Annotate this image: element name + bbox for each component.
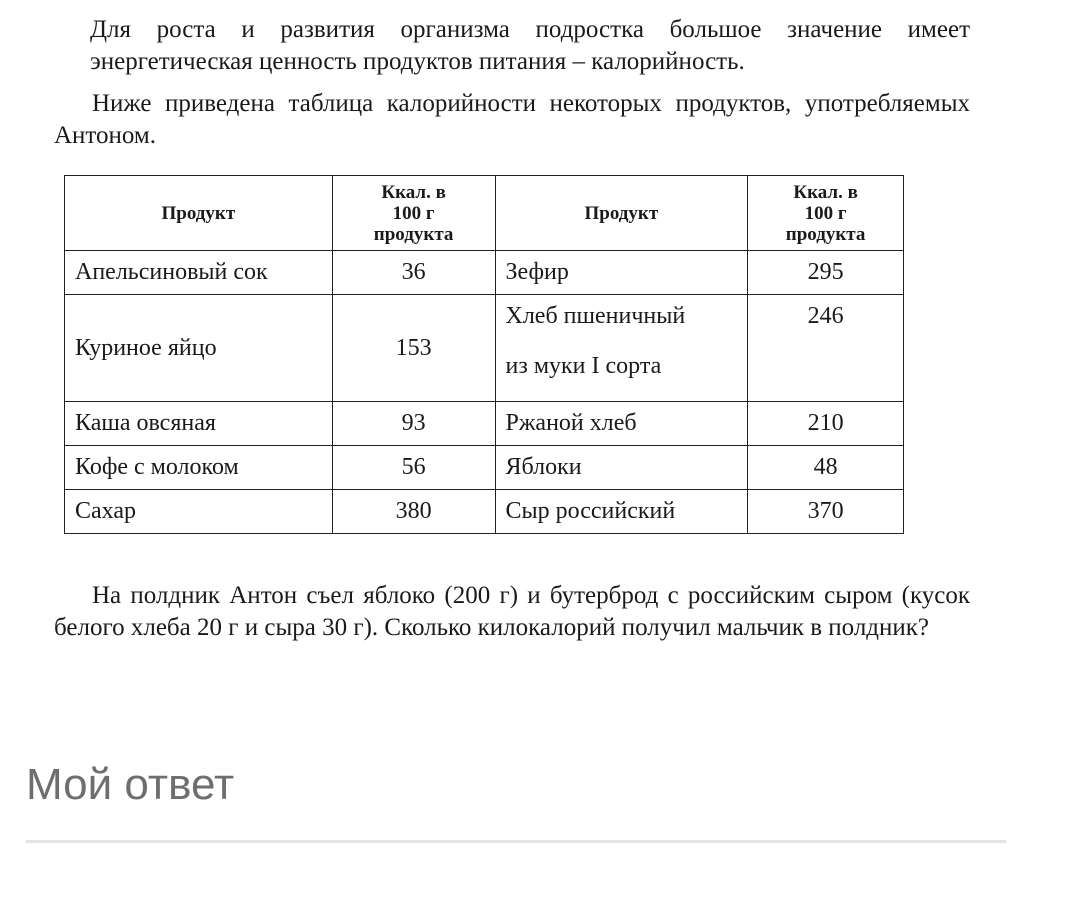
kcal-cell [748, 295, 904, 402]
table-row [65, 490, 904, 534]
header-product-right: Продукт [495, 176, 748, 251]
question-text: На полдник Антон съел яблоко (200 г) и бутерброд с российским сыром (кусок белого хлеба 20 г и сыра 30 г). Сколько килокалорий получил мальчик в полдник? [54, 582, 970, 641]
table-row [65, 295, 904, 402]
intro-paragraph-1: Для роста и развития организма подростка большое значение имеет энергетическая ценность продуктов питания – калорийность. [90, 16, 970, 75]
product-line-2: из муки I сорта [505, 353, 662, 379]
product-line-1: Хлеб пшеничный [505, 303, 686, 329]
product-cell: Сахар [65, 490, 333, 534]
table-row [65, 402, 904, 446]
kcal-cell: 210 [748, 402, 904, 446]
intro-paragraph-2-text: Ниже приведена таблица калорийности некоторых продуктов, употребляемых Антоном. [54, 90, 970, 149]
kcal-cell: 36 [332, 251, 495, 295]
header-kcal-line2: 100 г [392, 202, 435, 224]
kcal-value: 246 [807, 303, 844, 329]
header-kcal-right [748, 176, 904, 251]
kcal-cell: 93 [332, 402, 495, 446]
answer-heading: Мой ответ [26, 760, 235, 809]
header-kcal-left [332, 176, 495, 251]
kcal-cell: 370 [748, 490, 904, 534]
product-cell: Кофе с молоком [65, 446, 333, 490]
header-kcal-line1: Ккал. в [793, 181, 858, 203]
product-cell: Куриное яйцо [65, 295, 333, 402]
table-row [65, 446, 904, 490]
product-cell: Каша овсяная [65, 402, 333, 446]
header-product-left: Продукт [65, 176, 333, 251]
header-kcal-line2: 100 г [804, 202, 847, 224]
kcal-cell: 56 [332, 446, 495, 490]
product-cell: Зефир [495, 251, 748, 295]
answer-divider [26, 840, 1006, 843]
kcal-cell: 380 [332, 490, 495, 534]
header-kcal-line1: Ккал. в [381, 181, 446, 203]
product-cell [495, 295, 748, 402]
kcal-cell: 295 [748, 251, 904, 295]
header-kcal-line3: продукта [373, 223, 454, 245]
table-header-row [65, 176, 904, 251]
header-kcal-line3: продукта [785, 223, 866, 245]
product-cell: Ржаной хлеб [495, 402, 748, 446]
product-cell: Яблоки [495, 446, 748, 490]
table-row [65, 251, 904, 295]
question-paragraph [54, 580, 970, 644]
product-cell: Сыр российский [495, 490, 748, 534]
kcal-cell: 153 [332, 295, 495, 402]
intro-paragraph-2 [54, 88, 970, 152]
product-cell: Апельсиновый сок [65, 251, 333, 295]
calorie-table [64, 175, 904, 534]
kcal-cell: 48 [748, 446, 904, 490]
